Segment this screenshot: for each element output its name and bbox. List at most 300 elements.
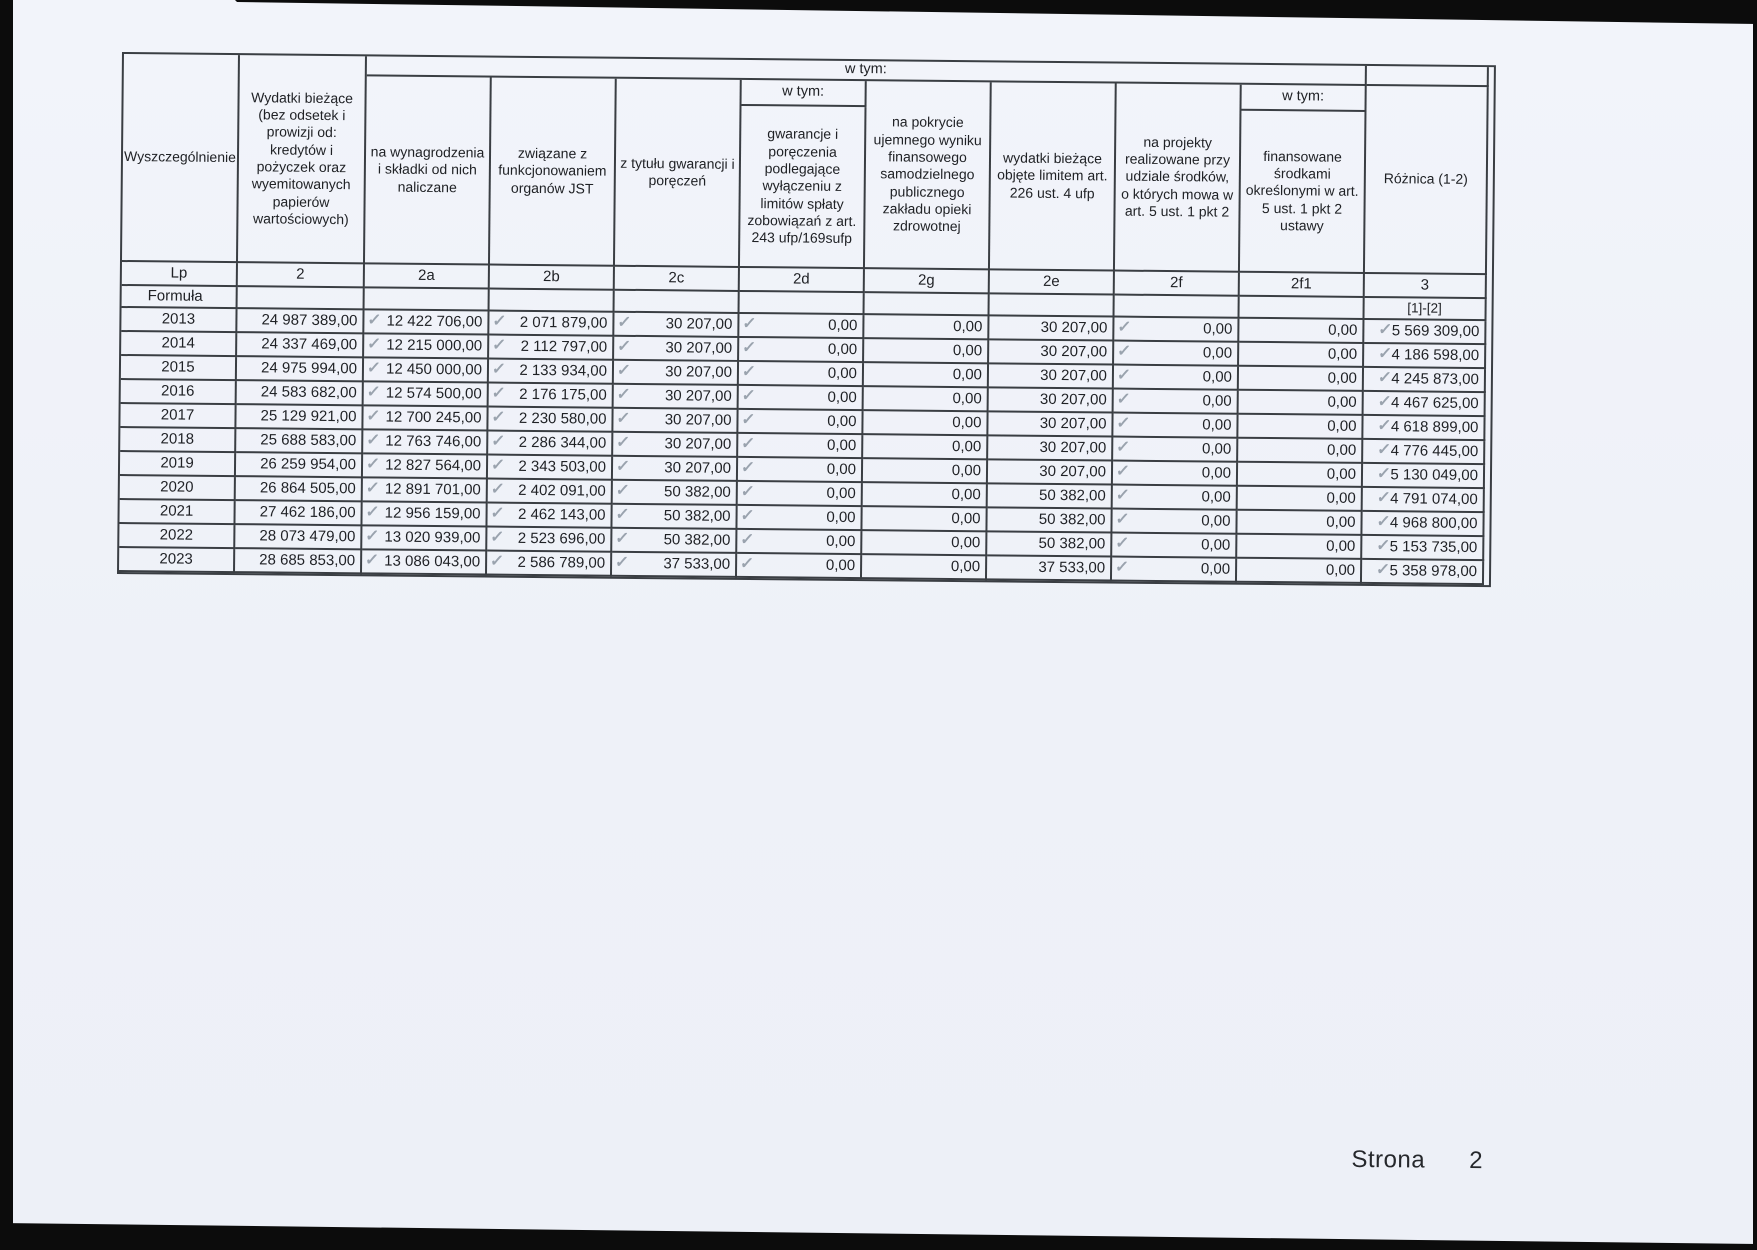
- cell-2-value: 24 987 389,00: [261, 311, 358, 329]
- cell-2g: [863, 435, 988, 460]
- year-cell: [119, 524, 235, 549]
- cell-2e-value: 50 382,00: [1038, 534, 1106, 553]
- cell-2e-value: 37 533,00: [1038, 558, 1106, 577]
- cell-2b: [489, 384, 614, 409]
- cell-2b: [487, 504, 612, 529]
- cell-2f1: [1237, 511, 1362, 536]
- checkmark-icon: ✓: [1114, 510, 1130, 529]
- page-number: [1351, 1146, 1483, 1175]
- checkmark-icon: ✓: [1375, 489, 1392, 507]
- cell-2-value: 25 688 583,00: [260, 431, 357, 449]
- cell-2g-value: 0,00: [953, 317, 983, 335]
- column-header-2f: na projekty realizowane przy udziale środków, o których mowa w art. 5 ust. 1 pkt 2: [1115, 84, 1242, 273]
- cell-2g: [863, 459, 988, 484]
- checkmark-icon: ✓: [364, 503, 381, 521]
- cell-2f1-value: 0,00: [1327, 369, 1358, 387]
- formula-empty-cell: [615, 291, 740, 314]
- checkmark-icon: ✓: [365, 407, 381, 425]
- cell-3: [1362, 536, 1484, 561]
- cell-2-value: 26 259 954,00: [260, 455, 357, 473]
- cell-2: [235, 501, 362, 526]
- column-code-Lp: Lp: [122, 262, 238, 287]
- formula-empty-cell: [740, 292, 865, 315]
- cell-2c: [614, 361, 739, 386]
- cell-2: [237, 357, 364, 382]
- scan-edge-right: [1753, 0, 1757, 1250]
- cell-2f: [1114, 342, 1239, 367]
- checkmark-icon: ✓: [365, 431, 381, 449]
- cell-3: [1362, 560, 1484, 585]
- cell-2a-value: 12 827 564,00: [385, 456, 482, 475]
- cell-2f1: [1237, 559, 1362, 584]
- cell-2f1: [1238, 415, 1363, 440]
- checkmark-icon: ✓: [489, 504, 506, 523]
- formula-empty-cell: [238, 287, 365, 310]
- cell-2f-value: 0,00: [1201, 536, 1231, 554]
- cell-2f: [1112, 510, 1237, 535]
- cell-2f1-value: 0,00: [1327, 393, 1357, 411]
- cell-2g: [864, 339, 989, 364]
- cell-2f1: [1237, 535, 1362, 560]
- cell-2d-value: 0,00: [827, 340, 858, 358]
- column-code-2d: 2d: [740, 268, 865, 293]
- cell-2c: [614, 337, 739, 362]
- cell-2a: [363, 406, 488, 431]
- cell-3: [1363, 440, 1485, 465]
- cell-2d-value: 0,00: [826, 460, 857, 478]
- cell-2a-value: 12 891 701,00: [384, 480, 481, 499]
- cell-3: [1362, 512, 1484, 537]
- cell-2b: [488, 456, 613, 481]
- scan-edge-left: [0, 0, 13, 1250]
- cell-2: [236, 453, 363, 478]
- year-cell-value: 2018: [160, 430, 195, 448]
- cell-2f1-value: 0,00: [1326, 489, 1356, 507]
- cell-2c-value: 50 382,00: [663, 506, 731, 525]
- cell-2e-value: 30 207,00: [1040, 318, 1108, 337]
- cell-3-value: 5 153 735,00: [1389, 537, 1478, 556]
- checkmark-icon: ✓: [1377, 345, 1393, 363]
- formula-empty-cell: [490, 290, 615, 313]
- checkmark-icon: ✓: [741, 339, 757, 357]
- year-cell-value: 2016: [160, 382, 195, 400]
- cell-2f1-value: 0,00: [1327, 417, 1357, 435]
- cell-2c-value: 30 207,00: [664, 458, 732, 477]
- column-code-2c: 2c: [615, 267, 740, 292]
- cell-2c: [613, 457, 738, 482]
- cell-2g: [864, 387, 989, 412]
- cell-2b-value: 2 230 580,00: [518, 409, 607, 428]
- cell-2c-value: 30 207,00: [664, 434, 732, 453]
- cell-2-value: 25 129 921,00: [260, 407, 357, 425]
- cell-2f1: [1238, 463, 1363, 488]
- year-cell: [119, 500, 235, 525]
- cell-2d: [737, 530, 862, 555]
- checkmark-icon: ✓: [1116, 318, 1132, 337]
- group-header-w-tym: w tym:: [367, 56, 1367, 86]
- cell-2g-value: 0,00: [952, 413, 982, 431]
- cell-2d: [738, 482, 863, 507]
- checkmark-icon: ✓: [740, 411, 756, 429]
- cell-2g: [864, 363, 989, 388]
- cell-2e-value: 50 382,00: [1038, 486, 1106, 505]
- year-cell: [120, 452, 236, 477]
- checkmark-icon: ✓: [1377, 369, 1393, 387]
- cell-2c: [613, 409, 738, 434]
- cell-2f1-value: 0,00: [1326, 441, 1357, 459]
- cell-2c-value: 30 207,00: [665, 314, 733, 333]
- cell-2a-value: 12 763 746,00: [385, 432, 482, 451]
- cell-3: [1363, 464, 1485, 489]
- cell-2e-value: 30 207,00: [1039, 462, 1107, 481]
- checkmark-icon: ✓: [1115, 414, 1131, 433]
- cell-2e-value: 30 207,00: [1040, 366, 1108, 385]
- cell-2a: [364, 382, 489, 407]
- cell-2a-value: 13 020 939,00: [384, 528, 481, 547]
- cell-2c-value: 50 382,00: [663, 530, 731, 549]
- column-code-2f: 2f: [1115, 272, 1240, 297]
- checkmark-icon: ✓: [1115, 462, 1131, 481]
- cell-2f1: [1239, 391, 1364, 416]
- checkmark-icon: ✓: [364, 479, 381, 497]
- cell-2f1-value: 0,00: [1325, 561, 1356, 579]
- cell-2g: [862, 555, 987, 580]
- cell-2g: [863, 411, 988, 436]
- cell-2d-value: 0,00: [826, 508, 856, 526]
- cell-2c-value: 30 207,00: [665, 338, 733, 357]
- cell-2d: [739, 338, 864, 363]
- cell-2f1-value: 0,00: [1326, 513, 1356, 531]
- cell-2e-value: 30 207,00: [1039, 390, 1107, 409]
- cell-2g: [863, 483, 988, 508]
- cell-2g: [864, 315, 989, 340]
- cell-2f: [1113, 438, 1238, 463]
- column-code-2: 2: [238, 263, 365, 288]
- checkmark-icon: ✓: [1376, 441, 1392, 459]
- cell-2a: [362, 502, 487, 527]
- checkmark-icon: ✓: [739, 555, 755, 573]
- cell-2g-value: 0,00: [952, 389, 982, 407]
- cell-2f1-value: 0,00: [1328, 321, 1358, 339]
- checkmark-icon: ✓: [616, 338, 632, 356]
- cell-2d: [737, 506, 862, 531]
- cell-2a: [363, 478, 488, 503]
- checkmark-icon: ✓: [615, 386, 632, 404]
- cell-2-value: 26 864 505,00: [259, 479, 356, 497]
- cell-2b-value: 2 286 344,00: [518, 433, 607, 452]
- formula-difference: [1]-[2]: [1364, 298, 1486, 321]
- cell-2: [237, 309, 364, 334]
- cell-2b: [487, 552, 612, 577]
- cell-2: [236, 477, 363, 502]
- checkmark-icon: ✓: [1375, 513, 1391, 531]
- cell-2c: [612, 553, 737, 578]
- year-cell-value: 2023: [159, 550, 193, 568]
- cell-2: [237, 381, 364, 406]
- checkmark-icon: ✓: [364, 527, 380, 545]
- year-cell-value: 2019: [160, 454, 194, 472]
- cell-2a: [362, 526, 487, 551]
- cell-2: [237, 333, 364, 358]
- cell-2g-value: 0,00: [950, 557, 981, 575]
- cell-3: [1364, 392, 1486, 417]
- cell-3: [1363, 488, 1485, 513]
- cell-2f-value: 0,00: [1202, 344, 1233, 362]
- checkmark-icon: ✓: [491, 312, 507, 331]
- checkmark-icon: ✓: [740, 459, 756, 477]
- cell-2e-value: 30 207,00: [1040, 342, 1108, 361]
- cell-2c: [614, 385, 739, 410]
- cell-2f-value: 0,00: [1201, 512, 1231, 530]
- checkmark-icon: ✓: [366, 311, 382, 329]
- cell-2g: [862, 531, 987, 556]
- cell-2b: [489, 312, 614, 337]
- header-gap-cell: [1367, 66, 1489, 87]
- checkmark-icon: ✓: [741, 315, 757, 333]
- cell-3-value: 4 467 625,00: [1391, 393, 1479, 412]
- year-cell: [120, 428, 236, 453]
- cell-2: [236, 429, 363, 454]
- cell-2b-value: 2 112 797,00: [520, 337, 608, 356]
- column-header-2: Wydatki bieżące (bez odsetek i prowizji od: kredytów i pożyczek oraz wyemitowanych papierów wartościowych): [238, 55, 367, 264]
- cell-2d-value: 0,00: [827, 388, 857, 406]
- formula-label: Formuła: [122, 286, 238, 309]
- document-sheet: [111, 52, 1512, 1225]
- cell-2e: [988, 412, 1113, 437]
- cell-2e: [987, 508, 1112, 533]
- cell-3-value: 4 791 074,00: [1390, 489, 1478, 508]
- year-cell-value: 2022: [159, 526, 194, 544]
- cell-2g-value: 0,00: [951, 533, 981, 551]
- page-number-label: Strona: [1351, 1145, 1426, 1174]
- column-code-2a: 2a: [365, 264, 490, 289]
- cell-3: [1364, 344, 1486, 369]
- year-cell: [121, 308, 237, 333]
- cell-2d-value: 0,00: [826, 484, 856, 502]
- checkmark-icon: ✓: [1375, 561, 1391, 579]
- cell-2d: [738, 434, 863, 459]
- cell-2f1-value: 0,00: [1327, 345, 1358, 363]
- year-cell: [121, 332, 237, 357]
- formula-empty-cell: [1239, 297, 1364, 320]
- cell-2b-value: 2 071 879,00: [519, 313, 608, 332]
- cell-2e: [988, 460, 1113, 485]
- cell-2f1-value: 0,00: [1326, 465, 1357, 483]
- checkmark-icon: ✓: [739, 531, 755, 549]
- cell-2f-value: 0,00: [1202, 368, 1233, 386]
- cell-2g-value: 0,00: [952, 341, 983, 359]
- cell-2f: [1114, 318, 1239, 343]
- cell-2d: [737, 554, 862, 579]
- checkmark-icon: ✓: [739, 483, 756, 501]
- cell-2f-value: 0,00: [1201, 488, 1231, 506]
- checkmark-icon: ✓: [739, 507, 756, 525]
- page-number-value: 2: [1469, 1146, 1484, 1175]
- cell-2: [235, 549, 362, 574]
- column-header-2a: na wynagrodzenia i składki od nich naliczane: [365, 76, 492, 265]
- cell-2e-value: 30 207,00: [1039, 414, 1107, 433]
- checkmark-icon: ✓: [366, 359, 382, 377]
- cell-2d: [739, 362, 864, 387]
- cell-2e: [989, 364, 1114, 389]
- cell-2e: [988, 436, 1113, 461]
- cell-2c-value: 30 207,00: [664, 386, 732, 405]
- cell-2f: [1114, 390, 1239, 415]
- checkmark-icon: ✓: [489, 552, 505, 571]
- column-code-2f1: 2f1: [1240, 273, 1365, 298]
- checkmark-icon: ✓: [490, 408, 506, 427]
- cell-3-value: 5 358 978,00: [1389, 561, 1478, 580]
- checkmark-icon: ✓: [741, 363, 757, 381]
- cell-2: [236, 405, 363, 430]
- cell-2f-value: 0,00: [1201, 464, 1232, 482]
- cell-2e: [989, 316, 1114, 341]
- column-code-2g: 2g: [865, 269, 990, 294]
- cell-2g: [862, 507, 987, 532]
- checkmark-icon: ✓: [364, 551, 380, 569]
- cell-2a: [364, 334, 489, 359]
- cell-2e: [987, 556, 1112, 581]
- checkmark-icon: ✓: [614, 530, 630, 548]
- cell-2c-value: 30 207,00: [665, 362, 733, 381]
- cell-2b: [488, 408, 613, 433]
- cell-2a: [364, 358, 489, 383]
- cell-3-value: 5 569 309,00: [1391, 321, 1480, 340]
- checkmark-icon: ✓: [1114, 558, 1130, 577]
- cell-2g-value: 0,00: [951, 461, 982, 479]
- checkmark-icon: ✓: [1376, 465, 1392, 483]
- checkmark-icon: ✓: [365, 383, 382, 401]
- year-cell: [121, 380, 237, 405]
- cell-2f: [1113, 414, 1238, 439]
- sub-group-header-w-tym-2f1: w tym:: [1241, 85, 1366, 112]
- cell-2d-value: 0,00: [826, 436, 857, 454]
- cell-2f1: [1238, 439, 1363, 464]
- year-cell: [120, 476, 236, 501]
- cell-2c: [613, 433, 738, 458]
- year-cell-value: 2015: [161, 358, 195, 376]
- column-code-2e: 2e: [990, 270, 1115, 295]
- checkmark-icon: ✓: [615, 434, 631, 452]
- cell-3-value: 4 245 873,00: [1391, 369, 1480, 388]
- cell-2-value: 24 337 469,00: [261, 335, 358, 353]
- cell-3-value: 4 968 800,00: [1389, 513, 1478, 532]
- table-body: [119, 308, 1491, 585]
- cell-2c-value: 50 382,00: [663, 482, 731, 501]
- checkmark-icon: ✓: [490, 432, 506, 451]
- cell-2e: [989, 340, 1114, 365]
- cell-3-value: 5 130 049,00: [1390, 465, 1479, 484]
- checkmark-icon: ✓: [1115, 390, 1132, 409]
- checkmark-icon: ✓: [1114, 486, 1131, 505]
- cell-2b-value: 2 133 934,00: [519, 361, 608, 380]
- checkmark-icon: ✓: [1377, 321, 1393, 339]
- cell-2b: [489, 336, 614, 361]
- checkmark-icon: ✓: [1375, 537, 1391, 555]
- cell-2f: [1113, 462, 1238, 487]
- checkmark-icon: ✓: [740, 435, 756, 453]
- cell-2f: [1112, 534, 1237, 559]
- checkmark-icon: ✓: [1114, 534, 1130, 553]
- cell-2d: [739, 386, 864, 411]
- cell-2e: [989, 388, 1114, 413]
- cell-2a: [363, 454, 488, 479]
- cell-2a-value: 12 422 706,00: [386, 312, 483, 331]
- cell-2e: [987, 532, 1112, 557]
- cell-2f-value: 0,00: [1200, 560, 1231, 578]
- column-header-2e: wydatki bieżące objęte limitem art. 226 ust. 4 ufp: [990, 82, 1117, 271]
- column-header-2c: z tytułu gwarancji i poręczeń: [615, 79, 742, 268]
- cell-2e: [988, 484, 1113, 509]
- column-code-3: 3: [1365, 274, 1487, 299]
- cell-2b: [488, 432, 613, 457]
- checkmark-icon: ✓: [489, 480, 506, 499]
- year-cell: [121, 356, 237, 381]
- cell-2f: [1112, 558, 1237, 583]
- cell-2f1: [1239, 343, 1364, 368]
- cell-2c-value: 30 207,00: [664, 410, 732, 429]
- cell-2a-value: 12 215 000,00: [386, 336, 483, 355]
- cell-2f-value: 0,00: [1203, 320, 1233, 338]
- column-code-2b: 2b: [490, 266, 615, 291]
- checkmark-icon: ✓: [1116, 366, 1132, 385]
- cell-2d-value: 0,00: [828, 316, 858, 334]
- cell-2a-value: 12 450 000,00: [385, 360, 483, 379]
- year-cell-value: 2020: [160, 478, 194, 496]
- cell-2g-value: 0,00: [951, 485, 981, 503]
- checkmark-icon: ✓: [366, 335, 382, 353]
- cell-2a-value: 13 086 043,00: [384, 552, 481, 571]
- cell-2e-value: 50 382,00: [1038, 510, 1106, 529]
- cell-2a-value: 12 700 245,00: [385, 408, 482, 427]
- year-cell-value: 2013: [161, 310, 196, 328]
- checkmark-icon: ✓: [491, 360, 507, 379]
- column-header-roznica: Różnica (1-2): [1365, 86, 1489, 275]
- cell-3-value: 4 618 899,00: [1390, 417, 1479, 436]
- formula-empty-cell: [990, 294, 1115, 317]
- checkmark-icon: ✓: [1115, 438, 1131, 457]
- cell-2g-value: 0,00: [951, 437, 982, 455]
- cell-2-value: 27 462 186,00: [259, 503, 356, 521]
- checkmark-icon: ✓: [365, 455, 381, 473]
- cell-3: [1363, 416, 1485, 441]
- checkmark-icon: ✓: [616, 314, 632, 332]
- formula-empty-cell: [865, 293, 990, 316]
- cell-2d-value: 0,00: [826, 532, 856, 550]
- cell-3: [1364, 368, 1486, 393]
- year-cell: [119, 548, 235, 573]
- cell-2f1: [1239, 367, 1364, 392]
- cell-2c: [612, 505, 737, 530]
- checkmark-icon: ✓: [1116, 342, 1132, 361]
- checkmark-icon: ✓: [615, 410, 631, 428]
- cell-2d-value: 0,00: [827, 412, 857, 430]
- cell-2f-value: 0,00: [1202, 392, 1232, 410]
- cell-2f1: [1238, 487, 1363, 512]
- year-cell-value: 2014: [161, 334, 195, 352]
- cell-2d: [739, 314, 864, 339]
- cell-2b-value: 2 462 143,00: [517, 505, 606, 524]
- checkmark-icon: ✓: [1376, 417, 1392, 435]
- cell-2d-value: 0,00: [825, 556, 856, 574]
- year-cell-value: 2017: [160, 406, 195, 424]
- column-header-2f1: finansowane środkami określonymi w art. 5 ust. 1 pkt 2 ustawy: [1240, 111, 1367, 274]
- cell-2a-value: 12 956 159,00: [384, 504, 481, 523]
- cell-2g-value: 0,00: [952, 365, 983, 383]
- checkmark-icon: ✓: [614, 506, 631, 524]
- cell-2g-value: 0,00: [951, 509, 981, 527]
- cell-2b: [488, 480, 613, 505]
